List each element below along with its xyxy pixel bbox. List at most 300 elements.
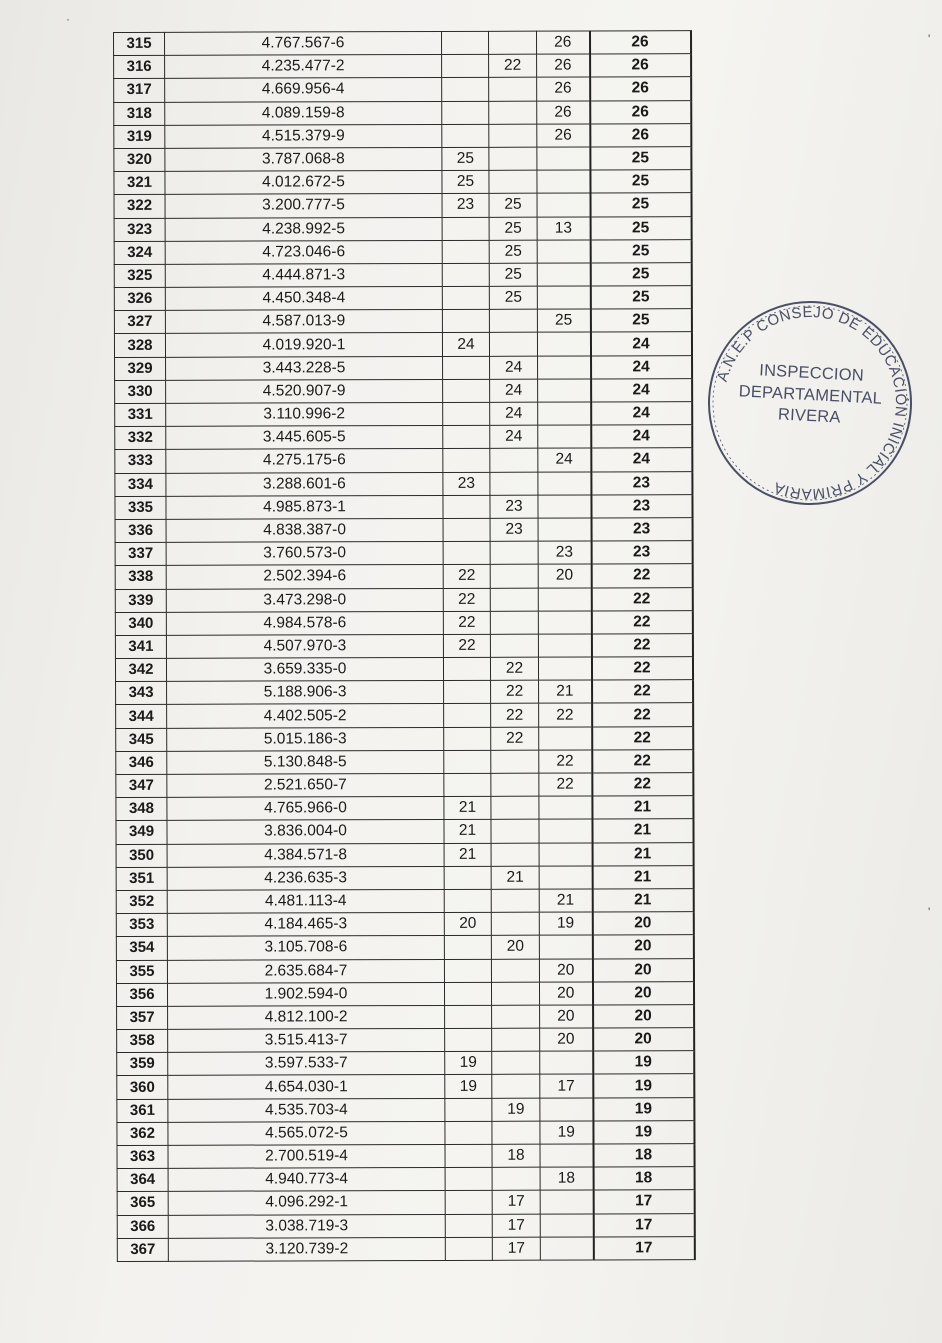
row-number-cell: 316 — [114, 56, 165, 79]
grade-col-3-cell: 21 — [539, 680, 592, 703]
scan-speck: ' — [928, 905, 931, 919]
table-row — [116, 749, 693, 774]
grade-col-1-cell: 22 — [443, 565, 490, 588]
row-number-cell: 319 — [114, 125, 165, 148]
table-row — [115, 355, 692, 380]
row-number-cell: 331 — [115, 403, 166, 426]
table-row — [114, 263, 691, 288]
id-number-cell: 4.507.970-3 — [166, 634, 443, 658]
id-number-cell: 4.838.387-0 — [166, 518, 443, 542]
table-row — [114, 100, 691, 125]
grade-col-1-cell — [445, 1144, 492, 1167]
grade-col-1-cell: 22 — [443, 611, 490, 634]
id-number-cell: 3.120.739-2 — [168, 1237, 445, 1261]
grade-col-1-cell — [443, 518, 490, 541]
grade-col-1-cell — [442, 240, 489, 263]
grade-col-3-cell: 25 — [537, 309, 590, 332]
table-row — [117, 1028, 694, 1053]
id-number-cell: 4.812.100-2 — [168, 1005, 445, 1029]
grade-col-3-cell: 13 — [537, 217, 590, 240]
grade-col-3-cell: 20 — [540, 1028, 593, 1051]
id-number-cell: 3.659.335-0 — [166, 658, 443, 682]
final-grade-cell: 24 — [590, 332, 691, 356]
table-row — [116, 726, 693, 751]
final-grade-cell: 25 — [590, 263, 691, 287]
grade-col-1-cell — [442, 101, 489, 124]
row-number-cell: 362 — [117, 1122, 168, 1145]
grade-col-2-cell — [491, 843, 539, 866]
grade-col-2-cell: 20 — [491, 935, 539, 958]
grade-col-1-cell — [441, 31, 488, 54]
row-number-cell: 344 — [116, 705, 167, 728]
grade-col-2-cell — [491, 959, 539, 982]
row-number-cell: 322 — [114, 195, 165, 218]
final-grade-cell: 23 — [591, 541, 692, 565]
grade-col-1-cell — [442, 78, 489, 101]
grade-col-2-cell: 22 — [491, 680, 539, 703]
id-number-cell: 1.902.594-0 — [167, 982, 444, 1006]
table-row — [115, 518, 692, 543]
grade-col-3-cell — [540, 1237, 593, 1260]
row-number-cell: 325 — [114, 264, 165, 287]
row-number-cell: 343 — [116, 682, 167, 705]
table-row — [114, 54, 691, 79]
grade-col-1-cell — [444, 727, 491, 750]
grade-col-1-cell — [445, 1214, 492, 1237]
grade-col-2-cell — [492, 1121, 540, 1144]
table-row — [114, 77, 691, 102]
row-number-cell: 329 — [115, 357, 166, 380]
grade-col-2-cell — [490, 472, 538, 495]
grade-col-2-cell — [489, 78, 537, 101]
row-number-cell: 324 — [114, 241, 165, 264]
final-grade-cell: 22 — [592, 749, 693, 773]
table-row — [115, 634, 692, 659]
table-row — [114, 147, 691, 172]
grade-col-1-cell: 22 — [443, 588, 490, 611]
grade-col-2-cell — [489, 101, 537, 124]
grade-col-2-cell — [490, 449, 538, 472]
id-number-cell: 4.481.113-4 — [167, 889, 444, 913]
grade-col-3-cell: 26 — [536, 31, 589, 54]
grade-col-1-cell — [445, 1168, 492, 1191]
grade-col-1-cell — [443, 495, 490, 518]
id-number-cell: 4.587.013-9 — [165, 310, 442, 334]
stamp-line-inspeccion: INSPECCION — [758, 361, 865, 385]
grade-col-1-cell — [444, 936, 491, 959]
final-grade-cell: 25 — [590, 216, 691, 240]
grade-col-3-cell — [540, 1214, 593, 1237]
row-number-cell: 342 — [115, 658, 166, 681]
id-number-cell: 2.635.684-7 — [167, 959, 444, 983]
final-grade-cell: 23 — [591, 471, 692, 495]
grade-col-3-cell: 19 — [540, 1121, 593, 1144]
final-grade-cell: 25 — [590, 193, 691, 217]
final-grade-cell: 22 — [592, 703, 693, 727]
grade-col-3-cell — [538, 402, 591, 425]
final-grade-cell: 21 — [592, 889, 693, 913]
table-row — [115, 378, 692, 403]
final-grade-cell: 26 — [590, 100, 691, 124]
grade-col-2-cell: 22 — [490, 657, 538, 680]
grade-col-1-cell — [442, 124, 489, 147]
table-row — [114, 239, 691, 264]
table-row — [114, 193, 691, 218]
id-number-cell: 3.473.298-0 — [166, 588, 443, 612]
grade-col-1-cell: 21 — [444, 797, 491, 820]
grade-col-3-cell: 20 — [540, 1005, 593, 1028]
grade-col-2-cell — [489, 170, 537, 193]
grade-col-1-cell — [444, 750, 491, 773]
grade-col-2-cell: 19 — [492, 1098, 540, 1121]
table-row — [117, 1167, 694, 1192]
grade-col-3-cell — [540, 1144, 593, 1167]
row-number-cell: 354 — [116, 937, 167, 960]
grade-col-1-cell — [443, 426, 490, 449]
grade-col-1-cell: 25 — [442, 147, 489, 170]
grade-col-2-cell: 25 — [489, 193, 537, 216]
grade-col-2-cell — [490, 564, 538, 587]
row-number-cell: 367 — [117, 1238, 168, 1261]
grade-col-2-cell: 25 — [489, 240, 537, 263]
id-number-cell: 3.288.601-6 — [166, 472, 443, 496]
grade-col-2-cell: 23 — [490, 495, 538, 518]
grade-col-3-cell — [539, 796, 592, 819]
table-row — [116, 935, 693, 960]
row-number-cell: 333 — [115, 450, 166, 473]
table-row — [115, 448, 692, 473]
grade-col-1-cell: 24 — [442, 333, 489, 356]
table-row — [115, 541, 692, 566]
grade-col-2-cell: 25 — [489, 286, 537, 309]
grade-col-2-cell — [489, 309, 537, 332]
id-number-cell: 4.012.672-5 — [165, 171, 442, 195]
grade-col-1-cell — [445, 1005, 492, 1028]
row-number-cell: 352 — [116, 890, 167, 913]
grade-col-3-cell: 22 — [539, 773, 592, 796]
grade-col-2-cell — [491, 773, 539, 796]
grade-col-3-cell: 23 — [538, 541, 591, 564]
grade-col-3-cell: 22 — [539, 750, 592, 773]
final-grade-cell: 24 — [591, 378, 692, 402]
table-row — [115, 471, 692, 496]
grade-col-1-cell — [444, 982, 491, 1005]
row-number-cell: 340 — [115, 612, 166, 635]
grade-col-1-cell — [443, 402, 490, 425]
id-number-cell: 5.130.848-5 — [167, 750, 444, 774]
grade-col-1-cell — [444, 704, 491, 727]
final-grade-cell: 21 — [592, 819, 693, 843]
row-number-cell: 321 — [114, 171, 165, 194]
id-number-cell: 3.597.533-7 — [168, 1052, 445, 1076]
grade-col-1-cell — [442, 286, 489, 309]
grade-col-3-cell: 20 — [539, 958, 592, 981]
table-row — [116, 912, 693, 937]
grade-col-3-cell: 20 — [538, 564, 591, 587]
id-number-cell: 3.105.708-6 — [167, 936, 444, 960]
row-number-cell: 328 — [114, 334, 165, 357]
final-grade-cell: 25 — [590, 309, 691, 333]
id-number-cell: 3.515.413-7 — [168, 1029, 445, 1053]
grade-col-1-cell: 19 — [445, 1052, 492, 1075]
table-row — [116, 981, 693, 1006]
grade-col-1-cell: 22 — [443, 634, 490, 657]
grade-col-2-cell: 24 — [490, 356, 538, 379]
id-number-cell: 3.443.228-5 — [166, 356, 443, 380]
final-grade-cell: 26 — [590, 123, 691, 147]
id-number-cell: 4.535.703-4 — [168, 1098, 445, 1122]
grade-col-3-cell — [537, 193, 590, 216]
id-number-cell: 4.450.348-4 — [165, 287, 442, 311]
grade-col-3-cell: 19 — [539, 912, 592, 935]
scan-speck: ' — [928, 32, 931, 46]
grade-col-2-cell: 21 — [491, 866, 539, 889]
final-grade-cell: 22 — [592, 726, 693, 750]
final-grade-cell: 17 — [593, 1213, 694, 1237]
table-row — [117, 1190, 694, 1215]
grade-col-2-cell — [492, 1051, 540, 1074]
id-number-cell: 4.985.873-1 — [166, 495, 443, 519]
table-row — [115, 425, 692, 450]
table-row — [116, 865, 693, 890]
id-number-cell: 3.836.004-0 — [167, 820, 444, 844]
table-row — [116, 680, 693, 705]
id-number-cell: 4.984.578-6 — [166, 611, 443, 635]
grade-col-1-cell — [445, 1098, 492, 1121]
stamp-line-departamental: DEPARTAMENTAL — [738, 382, 883, 408]
final-grade-cell: 26 — [590, 54, 691, 78]
row-number-cell: 348 — [116, 798, 167, 821]
table-row — [116, 958, 693, 983]
table-row — [114, 286, 691, 311]
final-grade-cell: 20 — [593, 1028, 694, 1052]
grade-col-3-cell — [538, 425, 591, 448]
grade-col-2-cell — [491, 889, 539, 912]
row-number-cell: 357 — [117, 1006, 168, 1029]
id-number-cell: 4.384.571-8 — [167, 843, 444, 867]
final-grade-cell: 19 — [593, 1097, 694, 1121]
grade-col-3-cell: 26 — [537, 54, 590, 77]
grade-col-1-cell: 20 — [444, 912, 491, 935]
grade-col-2-cell: 25 — [489, 217, 537, 240]
table-row — [114, 216, 691, 241]
grade-col-3-cell — [538, 495, 591, 518]
id-number-cell: 3.200.777-5 — [165, 194, 442, 218]
grade-col-3-cell: 20 — [539, 982, 592, 1005]
table-row — [115, 494, 692, 519]
row-number-cell: 327 — [114, 311, 165, 334]
row-number-cell: 338 — [115, 566, 166, 589]
row-number-cell: 337 — [115, 542, 166, 565]
id-number-cell: 4.402.505-2 — [167, 704, 444, 728]
final-grade-cell: 22 — [591, 587, 692, 611]
scan-speck: · — [66, 12, 70, 26]
table-row — [117, 1144, 694, 1169]
table-row — [115, 564, 692, 589]
id-number-cell: 5.015.186-3 — [167, 727, 444, 751]
grade-col-2-cell: 22 — [489, 54, 537, 77]
id-number-cell: 4.019.920-1 — [165, 333, 442, 357]
id-number-cell: 2.502.394-6 — [166, 565, 443, 589]
final-grade-cell: 23 — [591, 494, 692, 518]
grade-col-1-cell: 21 — [444, 843, 491, 866]
row-number-cell: 364 — [117, 1169, 168, 1192]
table-row — [117, 1051, 694, 1076]
row-number-cell: 355 — [116, 960, 167, 983]
id-number-cell: 3.110.996-2 — [166, 402, 443, 426]
grade-col-1-cell — [443, 379, 490, 402]
row-number-cell: 323 — [114, 218, 165, 241]
final-grade-cell: 20 — [592, 958, 693, 982]
final-grade-cell: 24 — [591, 402, 692, 426]
grade-col-2-cell — [491, 796, 539, 819]
row-number-cell: 363 — [117, 1145, 168, 1168]
final-grade-cell: 18 — [593, 1167, 694, 1191]
table-row — [116, 703, 693, 728]
table-row — [117, 1097, 694, 1122]
grade-col-2-cell: 22 — [491, 727, 539, 750]
grade-col-2-cell — [489, 333, 537, 356]
grade-col-2-cell — [489, 124, 537, 147]
row-number-cell: 353 — [116, 913, 167, 936]
grade-col-3-cell — [538, 588, 591, 611]
id-number-cell: 4.520.907-9 — [166, 379, 443, 403]
id-number-cell: 4.238.992-5 — [165, 217, 442, 241]
grade-col-3-cell — [538, 472, 591, 495]
grade-col-3-cell — [538, 634, 591, 657]
grade-col-3-cell: 26 — [537, 124, 590, 147]
final-grade-cell: 19 — [593, 1120, 694, 1144]
grade-col-1-cell — [445, 1237, 492, 1260]
id-number-cell: 4.767.567-6 — [165, 31, 442, 55]
row-number-cell: 336 — [115, 519, 166, 542]
id-number-cell: 4.940.773-4 — [168, 1168, 445, 1192]
table-row — [116, 796, 693, 821]
grade-col-2-cell: 25 — [489, 263, 537, 286]
row-number-cell: 320 — [114, 148, 165, 171]
grade-col-3-cell — [540, 1190, 593, 1213]
id-number-cell: 5.188.906-3 — [167, 681, 444, 705]
row-number-cell: 341 — [115, 635, 166, 658]
row-number-cell: 318 — [114, 102, 165, 125]
grade-col-1-cell — [444, 889, 491, 912]
grade-col-3-cell: 26 — [537, 77, 590, 100]
id-number-cell: 3.787.068-8 — [165, 147, 442, 171]
grade-col-1-cell: 21 — [444, 820, 491, 843]
final-grade-cell: 17 — [593, 1190, 694, 1214]
final-grade-cell: 22 — [591, 610, 692, 634]
row-number-cell: 317 — [114, 79, 165, 102]
row-number-cell: 315 — [114, 32, 165, 55]
table-row — [116, 819, 693, 844]
grade-col-2-cell — [492, 1005, 540, 1028]
grade-col-2-cell — [488, 31, 536, 54]
grade-col-2-cell — [491, 982, 539, 1005]
id-number-cell: 4.723.046-6 — [165, 240, 442, 264]
row-number-cell: 350 — [116, 844, 167, 867]
table-row — [117, 1074, 694, 1099]
grade-col-3-cell — [538, 518, 591, 541]
grade-col-2-cell — [490, 634, 538, 657]
grade-col-3-cell — [538, 611, 591, 634]
grade-col-3-cell — [537, 240, 590, 263]
id-number-cell: 4.765.966-0 — [167, 797, 444, 821]
row-number-cell: 360 — [117, 1076, 168, 1099]
inspection-stamp — [700, 293, 921, 514]
table-row — [115, 610, 692, 635]
grade-col-3-cell — [540, 1098, 593, 1121]
row-number-cell: 365 — [117, 1192, 168, 1215]
grade-col-1-cell — [444, 959, 491, 982]
final-grade-cell: 25 — [590, 286, 691, 310]
grade-col-2-cell — [490, 541, 538, 564]
grade-col-1-cell — [445, 1121, 492, 1144]
final-grade-cell: 23 — [591, 518, 692, 542]
grade-col-1-cell — [442, 310, 489, 333]
row-number-cell: 326 — [114, 287, 165, 310]
final-grade-cell: 25 — [590, 147, 691, 171]
final-grade-cell: 20 — [592, 935, 693, 959]
final-grade-cell: 21 — [592, 796, 693, 820]
id-number-cell: 2.521.650-7 — [167, 773, 444, 797]
id-number-cell: 4.096.292-1 — [168, 1191, 445, 1215]
grade-col-2-cell: 17 — [492, 1237, 540, 1260]
id-number-cell: 4.565.072-5 — [168, 1121, 445, 1145]
id-number-cell: 4.669.956-4 — [165, 78, 442, 102]
final-grade-cell: 18 — [593, 1144, 694, 1168]
id-number-cell: 3.445.605-5 — [166, 426, 443, 450]
final-grade-cell: 20 — [592, 981, 693, 1005]
grade-col-3-cell — [537, 170, 590, 193]
id-number-cell: 4.236.635-3 — [167, 866, 444, 890]
row-number-cell: 356 — [116, 983, 167, 1006]
grade-col-1-cell — [443, 356, 490, 379]
grade-col-2-cell — [492, 1075, 540, 1098]
grade-col-1-cell: 19 — [445, 1075, 492, 1098]
table-row — [117, 1236, 694, 1261]
row-number-cell: 339 — [115, 589, 166, 612]
row-number-cell: 330 — [115, 380, 166, 403]
grade-col-3-cell: 18 — [540, 1167, 593, 1190]
table-row — [115, 657, 692, 682]
id-number-cell: 4.654.030-1 — [168, 1075, 445, 1099]
grade-col-1-cell — [442, 55, 489, 78]
final-grade-cell: 26 — [590, 77, 691, 101]
grades-table — [113, 30, 695, 1262]
final-grade-cell: 24 — [591, 355, 692, 379]
grade-col-2-cell — [491, 820, 539, 843]
table-row — [117, 1120, 694, 1145]
grade-col-2-cell: 24 — [490, 425, 538, 448]
id-number-cell: 4.275.175-6 — [166, 449, 443, 473]
stamp-line-rivera: RIVERA — [777, 405, 842, 427]
grade-col-3-cell — [537, 332, 590, 355]
grade-col-2-cell: 18 — [492, 1144, 540, 1167]
grade-col-1-cell: 25 — [442, 170, 489, 193]
grade-col-1-cell — [444, 866, 491, 889]
grade-col-1-cell: 23 — [443, 472, 490, 495]
grade-col-2-cell: 23 — [490, 518, 538, 541]
grade-col-2-cell: 22 — [491, 704, 539, 727]
grade-col-2-cell — [492, 1167, 540, 1190]
grade-col-3-cell — [538, 657, 591, 680]
final-grade-cell: 21 — [592, 865, 693, 889]
grade-col-3-cell: 26 — [537, 101, 590, 124]
grade-col-3-cell — [539, 935, 592, 958]
row-number-cell: 334 — [115, 473, 166, 496]
final-grade-cell: 26 — [589, 31, 690, 55]
table-row — [116, 889, 693, 914]
